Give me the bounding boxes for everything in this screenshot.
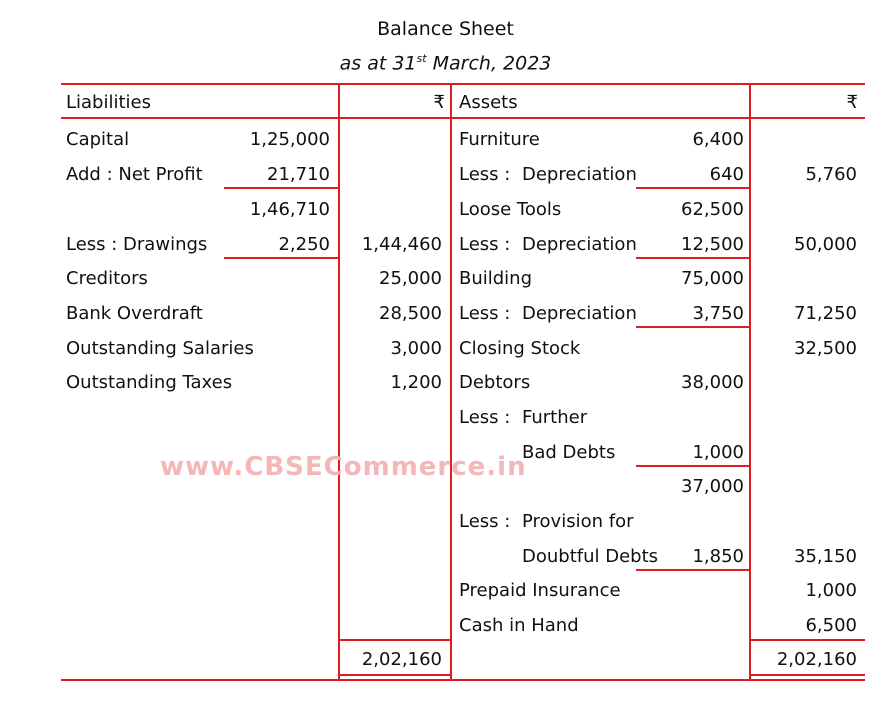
date-superscript: st <box>416 52 427 65</box>
building-amount: 75,000 <box>681 268 744 289</box>
building-less-label: Less : <box>459 303 511 324</box>
provision-for-label: Provision for <box>522 511 634 532</box>
further-label: Further <box>522 407 588 428</box>
loose-tools-net-amount: 50,000 <box>794 234 857 255</box>
debtors-label: Debtors <box>459 372 531 393</box>
furniture-dep-underline <box>636 187 750 189</box>
bad-debts-amount: 1,000 <box>692 442 744 463</box>
closing-stock-amount: 32,500 <box>794 338 857 359</box>
building-net-amount: 71,250 <box>794 303 857 324</box>
net-profit-underline <box>224 187 338 189</box>
debtors-net-amount: 35,150 <box>794 546 857 567</box>
bad-debts-label: Bad Debts <box>522 442 616 463</box>
assets-total-overline <box>749 639 865 641</box>
liabilities-total: 2,02,160 <box>361 649 442 670</box>
provision-less-label: Less : <box>459 511 511 532</box>
bad-debts-underline <box>636 465 750 467</box>
center-divider <box>450 83 452 681</box>
cash-in-hand-amount: 6,500 <box>805 615 857 636</box>
liabilities-total-double-underline <box>338 674 452 676</box>
capital-net-amount: 1,44,460 <box>361 234 442 255</box>
capital-amount: 1,25,000 <box>249 129 330 150</box>
loose-tools-amount: 62,500 <box>681 199 744 220</box>
creditors-label: Creditors <box>66 268 148 289</box>
furniture-label: Furniture <box>459 129 540 150</box>
loose-tools-depreciation-amount: 12,500 <box>681 234 744 255</box>
liabilities-amount-divider <box>338 83 340 681</box>
prepaid-insurance-amount: 1,000 <box>805 580 857 601</box>
add-net-profit-label: Add : Net Profit <box>66 164 203 185</box>
prepaid-insurance-label: Prepaid Insurance <box>459 580 621 601</box>
building-depreciation-amount: 3,750 <box>692 303 744 324</box>
furniture-depreciation-amount: 640 <box>709 164 744 185</box>
watermark-text: www.CBSECommerce.in <box>160 452 527 482</box>
provision-amount: 1,850 <box>692 546 744 567</box>
assets-amount-divider <box>749 83 751 681</box>
building-label: Building <box>459 268 533 289</box>
outstanding-salaries-label: Outstanding Salaries <box>66 338 254 359</box>
cash-in-hand-label: Cash in Hand <box>459 615 579 636</box>
net-profit-amount: 21,710 <box>267 164 330 185</box>
drawings-underline <box>224 257 338 259</box>
bottom-rule <box>61 679 865 681</box>
doubtful-debts-label: Doubtful Debts <box>522 546 659 567</box>
capital-subtotal: 1,46,710 <box>249 199 330 220</box>
assets-total: 2,02,160 <box>776 649 857 670</box>
loose-tools-label: Loose Tools <box>459 199 562 220</box>
building-dep-underline <box>636 326 750 328</box>
outstanding-taxes-label: Outstanding Taxes <box>66 372 233 393</box>
assets-total-double-underline <box>749 674 865 676</box>
furniture-net-amount: 5,760 <box>805 164 857 185</box>
less-drawings-label: Less : Drawings <box>66 234 208 255</box>
furniture-amount: 6,400 <box>692 129 744 150</box>
furniture-less-label: Less : <box>459 164 511 185</box>
drawings-amount: 2,250 <box>278 234 330 255</box>
date-suffix: March, 2023 <box>426 52 552 75</box>
liabilities-header: Liabilities <box>66 92 151 113</box>
sheet-title: Balance Sheet <box>377 18 514 40</box>
capital-label: Capital <box>66 129 130 150</box>
rupee-left-header: ₹ <box>433 92 445 113</box>
liabilities-total-overline <box>338 639 452 641</box>
sheet-date <box>0 52 891 74</box>
debtors-less-label: Less : <box>459 407 511 428</box>
provision-underline <box>636 569 750 571</box>
top-rule <box>61 83 865 85</box>
bank-overdraft-label: Bank Overdraft <box>66 303 203 324</box>
debtors-amount: 38,000 <box>681 372 744 393</box>
header-rule <box>61 117 865 119</box>
loose-tools-depreciation-label: Depreciation <box>522 234 637 255</box>
furniture-depreciation-label: Depreciation <box>522 164 637 185</box>
date-prefix: as at 31 <box>339 52 417 75</box>
outstanding-taxes-amount: 1,200 <box>390 372 442 393</box>
loose-tools-less-label: Less : <box>459 234 511 255</box>
rupee-right-header: ₹ <box>846 92 858 113</box>
debtors-subtotal: 37,000 <box>681 476 744 497</box>
bank-overdraft-amount: 28,500 <box>379 303 442 324</box>
creditors-amount: 25,000 <box>379 268 442 289</box>
building-depreciation-label: Depreciation <box>522 303 637 324</box>
loose-tools-dep-underline <box>636 257 750 259</box>
assets-header: Assets <box>459 92 518 113</box>
closing-stock-label: Closing Stock <box>459 338 581 359</box>
outstanding-salaries-amount: 3,000 <box>390 338 442 359</box>
